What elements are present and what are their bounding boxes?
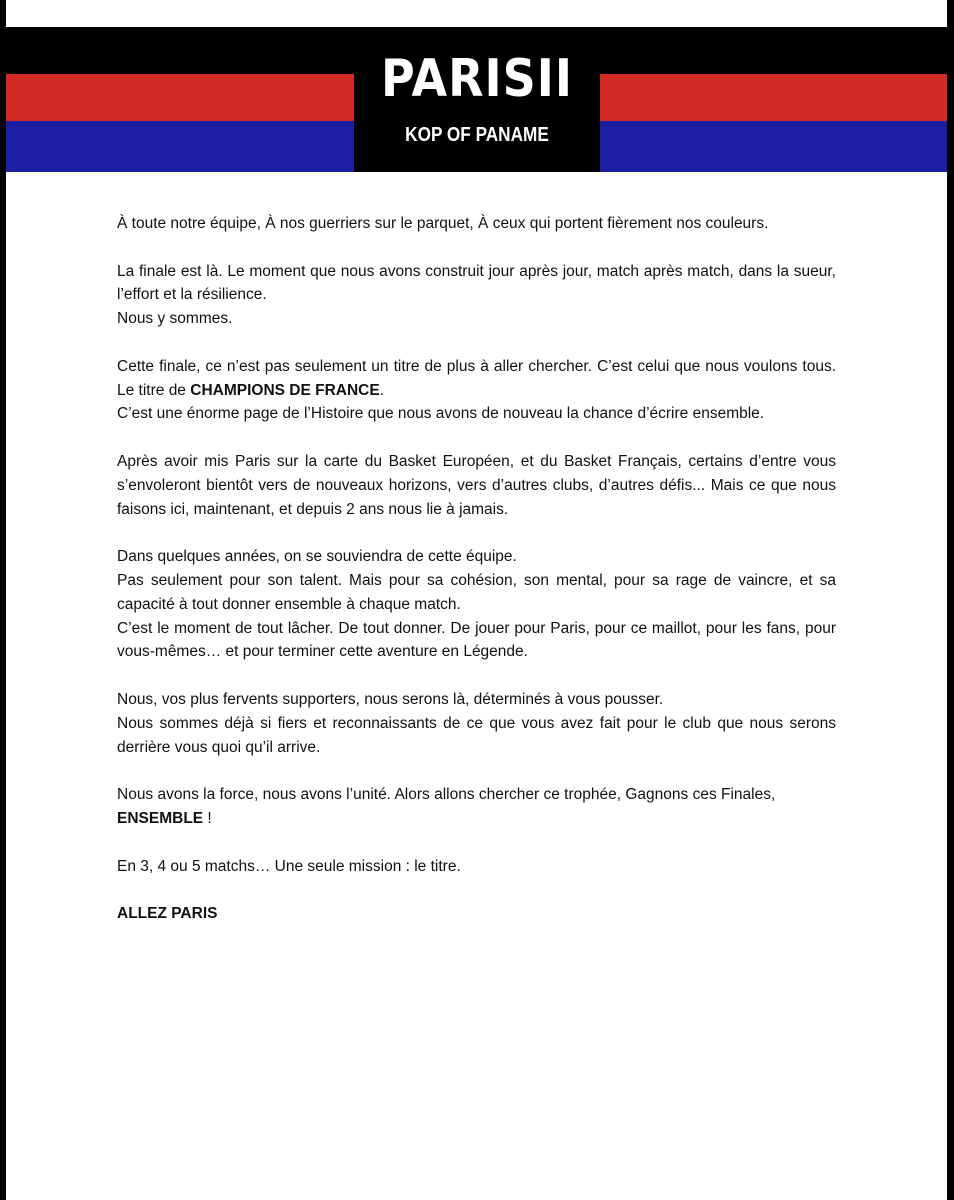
text-segment: Cette finale, ce n’est pas seulement un titre de plus à aller chercher. C’est celui que nous voulons tous. Le titre de <box>117 357 836 399</box>
bold-text: CHAMPIONS DE FRANCE <box>190 381 380 399</box>
paragraph-text: Après avoir mis Paris sur la carte du Basket Européen, et du Basket Français, certains d’entre vous s’envoleront bientôt vers de nouveaux horizons, vers d’autres clubs, d’autres défis... Mais ce que nous faisons ici, maintenant, et depuis 2 ans nous lie à jamais. <box>117 452 836 518</box>
paragraph-team <box>117 545 836 664</box>
paragraph-text: Nous, vos plus fervents supporters, nous serons là, déterminés à vous pousser. <box>117 690 664 708</box>
document-page <box>6 0 947 1200</box>
paragraph-text: En 3, 4 ou 5 matchs… <box>117 857 271 875</box>
letter-body <box>117 212 836 950</box>
paragraph-horizons <box>117 450 836 521</box>
paragraph-text: La finale est là. Le moment que nous avons construit jour après jour, match après match, dans la sueur, l’effort et la résilience. <box>117 262 836 304</box>
paragraph-mission <box>117 855 836 879</box>
paragraph-text: Nous y sommes. <box>117 310 233 328</box>
paragraph-text: Alors allons chercher ce trophée, <box>394 786 622 804</box>
paragraph-finale <box>117 260 836 331</box>
paragraph-text: Dans quelques années, on se souviendra de cette équipe. <box>117 548 517 566</box>
greeting-line: À toute notre équipe, <box>117 215 261 232</box>
paragraph-text: C’est une énorme page de l’Histoire que nous avons de nouveau la chance d’écrire ensemble. <box>117 405 765 423</box>
signoff <box>117 902 836 926</box>
paragraph-text: Pas seulement pour son talent. Mais pour sa cohésion, son mental, pour sa rage de vaincre, et sa capacité à tout donner ensemble à chaque match. <box>117 571 836 613</box>
logo-subtitle: KOP OF PANAME <box>405 124 549 146</box>
paragraph-text: Nous sommes déjà si fiers et reconnaissants de ce que vous avez fait pour le club que nous serons derrière vous quoi qu’il arrive. <box>117 714 836 756</box>
greeting-line: À nos guerriers sur le parquet, <box>265 215 474 232</box>
parisii-logo <box>354 27 600 172</box>
paragraph-text: Nous avons la force, nous avons l’unité. <box>117 786 391 804</box>
signoff-text: ALLEZ PARIS <box>117 905 218 923</box>
text-segment: ! <box>203 809 212 827</box>
paragraph-text: Une seule mission : le titre. <box>274 857 461 875</box>
paragraph-champions <box>117 355 836 426</box>
greeting <box>117 212 836 236</box>
greeting-line: À ceux qui portent fièrement nos couleurs. <box>478 215 769 232</box>
logo-title: PARISII <box>381 47 573 109</box>
text-segment: . <box>379 381 385 399</box>
header-banner <box>6 27 947 172</box>
paragraph-text: C’est le moment de tout lâcher. De tout donner. De jouer pour Paris, pour ce maillot, pour les fans, pour vous-mêmes… et pour terminer cette aventure en Légende. <box>117 619 836 661</box>
paragraph-supporters <box>117 688 836 759</box>
paragraph-unity <box>117 783 836 831</box>
paragraph-text <box>117 355 836 403</box>
text-segment: Gagnons ces Finales, <box>625 786 776 804</box>
bold-text: ENSEMBLE <box>117 809 204 827</box>
